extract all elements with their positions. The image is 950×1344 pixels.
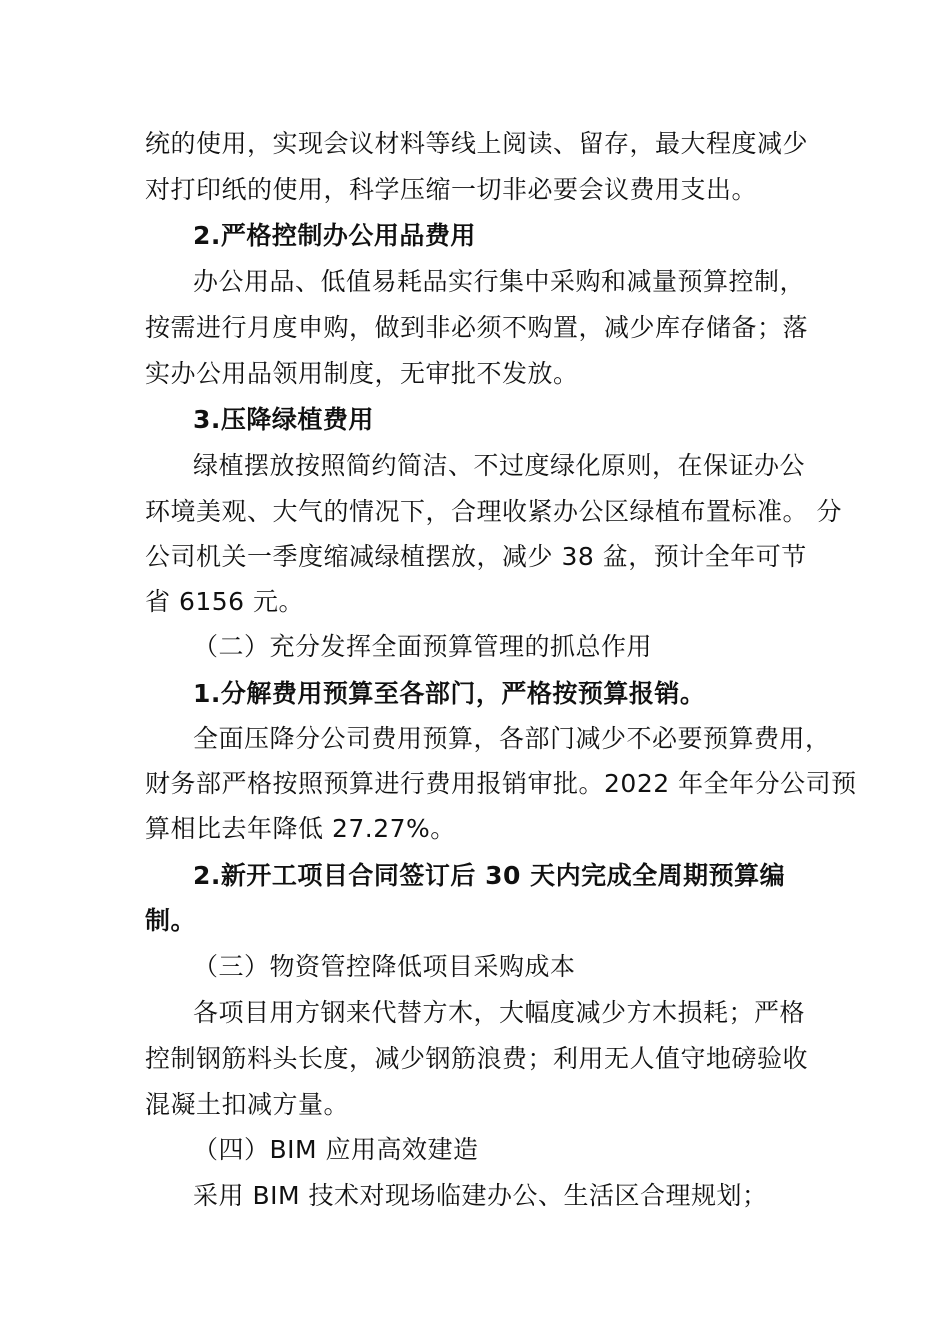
section-heading: （二）充分发挥全面预算管理的抓总作用 xyxy=(193,632,653,661)
subheading: 制。 xyxy=(145,906,197,935)
paragraph-line: 绿植摆放按照简约简洁、不过度绿化原则，在保证办公 xyxy=(193,451,806,480)
paragraph-line: 混凝土扣减方量。 xyxy=(145,1090,350,1119)
paragraph-line: 实办公用品领用制度，无审批不发放。 xyxy=(145,359,579,388)
paragraph-line: 办公用品、低值易耗品实行集中采购和减量预算控制， xyxy=(193,267,806,296)
subheading: 3.压降绿植费用 xyxy=(193,405,374,434)
subheading: 1.分解费用预算至各部门，严格按预算报销。 xyxy=(193,679,706,708)
section-heading: （四）BIM 应用高效建造 xyxy=(193,1135,479,1164)
paragraph-line: 各项目用方钢来代替方木，大幅度减少方木损耗；严格 xyxy=(193,998,806,1027)
subheading: 2.新开工项目合同签订后 30 天内完成全周期预算编 xyxy=(193,861,786,890)
subheading: 2.严格控制办公用品费用 xyxy=(193,221,476,250)
paragraph-line: 全面压降分公司费用预算，各部门减少不必要预算费用， xyxy=(193,724,831,753)
section-heading: （三）物资管控降低项目采购成本 xyxy=(193,952,576,981)
paragraph-line: 公司机关一季度缩减绿植摆放，减少 38 盆，预计全年可节 xyxy=(145,542,807,571)
paragraph-line: 统的使用，实现会议材料等线上阅读、留存，最大程度减少 xyxy=(145,129,809,158)
paragraph-line: 财务部严格按照预算进行费用报销审批。2022 年全年分公司预 xyxy=(145,769,857,798)
paragraph-line: 环境美观、大气的情况下，合理收紧办公区绿植布置标准。 分 xyxy=(145,497,842,526)
paragraph-line: 按需进行月度申购，做到非必须不购置，减少库存储备；落 xyxy=(145,313,809,342)
paragraph-line: 控制钢筋料头长度，减少钢筋浪费；利用无人值守地磅验收 xyxy=(145,1044,809,1073)
paragraph-line: 采用 BIM 技术对现场临建办公、生活区合理规划； xyxy=(193,1181,768,1210)
paragraph-line: 算相比去年降低 27.27%。 xyxy=(145,814,456,843)
paragraph-line: 省 6156 元。 xyxy=(145,587,305,616)
paragraph-line: 对打印纸的使用，科学压缩一切非必要会议费用支出。 xyxy=(145,175,758,204)
